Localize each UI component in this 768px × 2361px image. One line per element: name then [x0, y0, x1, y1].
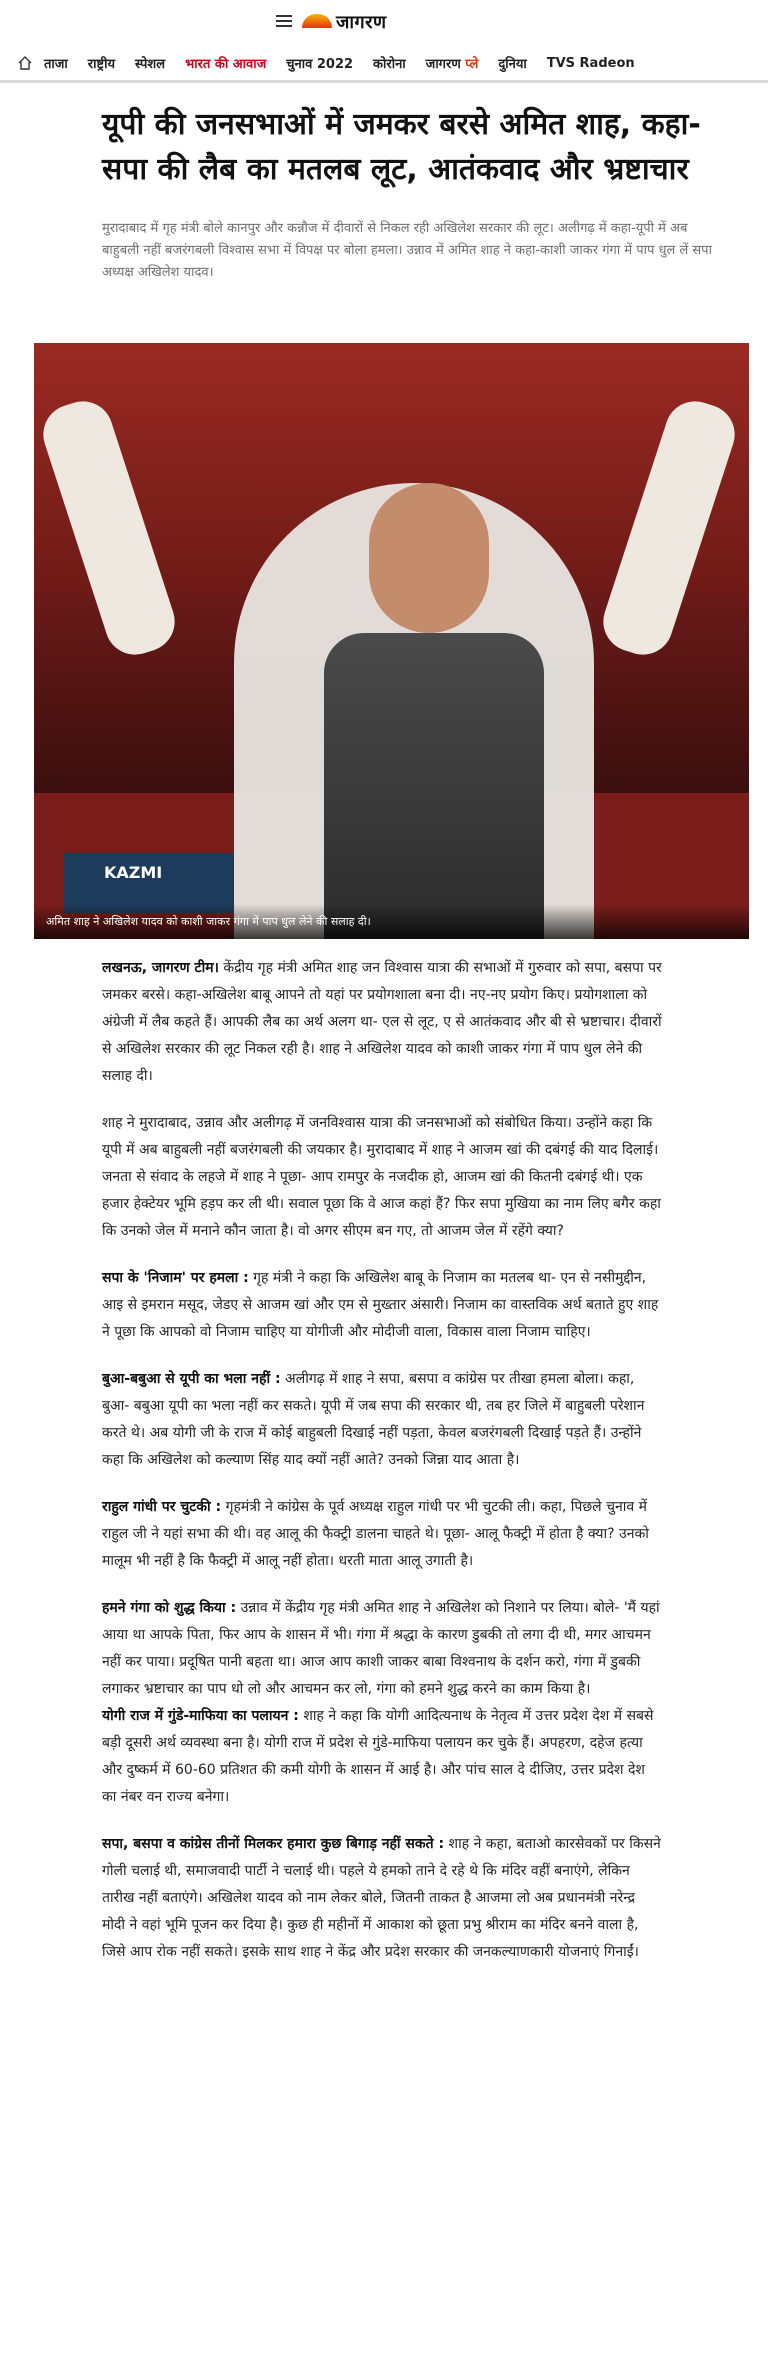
nav-item-chunav[interactable]: चुनाव 2022	[286, 57, 354, 72]
paragraph-lead: सपा के 'निजाम' पर हमला :	[102, 1270, 249, 1286]
stage-banner-text: KAZMI	[104, 863, 163, 882]
speaker-face	[369, 483, 489, 633]
paragraph-text: अलीगढ़ में शाह ने सपा, बसपा व कांग्रेस पर तीखा हमला बोला। कहा, बुआ- बबुआ यूपी का भला नहीं कर सकते। यूपी में जब सपा की सरकार थी, तब हर जिले में बाहुबली परेशान करते थे। अब योगी जी के राज में कोई बाहुबली दिखाई नहीं पड़ता, केवल बजरंगबली दिखाई पड़ते हैं। उन्होंने कहा कि अखिलेश को कल्याण सिंह याद क्यों नहीं आते? उनको जिन्ना याद आता है।	[102, 1371, 645, 1468]
paragraph-lead: बुआ-बबुआ से यूपी का भला नहीं :	[102, 1371, 281, 1387]
nav-item-jagran-play-label: जागरण	[425, 57, 461, 72]
paragraph	[102, 1831, 662, 1966]
nav-item-special[interactable]: स्पेशल	[134, 57, 166, 72]
paragraph-text: उन्नाव में केंद्रीय गृह मंत्री अमित शाह ने अखिलेश को निशाने पर लिया। बोले- 'मैं यहां आया था आपके पिता, फिर आप के शासन में भी। गंगा में श्रद्धा के कारण डुबकी तो लगा दी थी, मगर आचमन नहीं कर पाया। प्रदूषित पानी बहता था। आज आप काशी जाकर बाबा विश्वनाथ के दर्शन करो, गंगा में डुबकी लगाकर भ्रष्टाचार का पाप धो लो और आचमन कर लो, गंगा को हमने शुद्ध करने का काम किया है।	[102, 1600, 660, 1697]
article-body	[102, 955, 662, 1986]
paragraph-text: शाह ने कहा कि योगी आदित्यनाथ के नेतृत्व में उत्तर प्रदेश देश में सबसे बड़ी दूसरी अर्थ व्यवस्था बना है। योगी राज में प्रदेश से गुंडे-माफिया पलायन कर चुके हैं। अपहरण, दहेज हत्या और दुष्कर्म में 60-60 प्रतिशत की कमी योगी के शासन में आई है। और पांच साल दे दीजिए, उत्तर प्रदेश देश का नंबर वन राज्य बनेगा।	[102, 1708, 654, 1805]
paragraph-lead: हमने गंगा को शुद्ध किया :	[102, 1600, 237, 1616]
menu-icon[interactable]	[276, 15, 292, 27]
logo-text: जागरण	[336, 12, 387, 33]
article-hero-image	[34, 343, 749, 939]
home-icon[interactable]	[18, 56, 32, 70]
nav-item-bharat-ki-awaz[interactable]: भारत की आवाज	[185, 57, 267, 72]
paragraph-text: शाह ने कहा, बताओ कारसेवकों पर किसने गोली चलाई थी, समाजवादी पार्टी ने चलाई थी। पहले ये हमको ताने दे रहे थे कि मंदिर वहीं बनाएंगे, लेकिन तारीख नहीं बताएंगे। अखिलेश यादव को नाम लेकर बोले, जितनी ताकत है आजमा लो अब प्रधानमंत्री नरेन्द्र मोदी ने वहां भूमि पूजन कर दिया है। कुछ ही महीनों में आकाश को छूता प्रभु श्रीराम का मंदिर बनने वाला है, जिसे आप रोक नहीं सकते। इसके साथ शाह ने केंद्र और प्रदेश सरकार की जनकल्याणकारी योजनाएं गिनाईं।	[102, 1836, 661, 1960]
nav-item-jagran-play-suffix: प्ले	[465, 57, 479, 72]
nav-item-taja[interactable]: ताजा	[44, 57, 68, 72]
image-caption: अमित शाह ने अखिलेश यादव को काशी जाकर गंगा में पाप धुल लेने की सलाह दी।	[34, 904, 749, 939]
paragraph	[102, 1366, 662, 1474]
paragraph-lead: योगी राज में गुंडे-माफिया का पलायन :	[102, 1708, 299, 1724]
nav-item-corona[interactable]: कोरोना	[373, 57, 406, 72]
category-nav	[0, 46, 768, 83]
paragraph-text: गृह मंत्री ने कहा कि अखिलेश बाबू के निजाम का मतलब था- एन से नसीमुद्दीन, आइ से इमरान मसूद, जेडए से आजम खां और एम से मुख्तार अंसारी। निजाम का वास्तविक अर्थ बताते हुए शाह ने पूछा कि आपको वो निजाम चाहिए या योगीजी और मोदीजी वाला, विकास वाला निजाम चाहिए।	[102, 1270, 659, 1340]
nav-item-rashtriya[interactable]: राष्ट्रीय	[87, 57, 115, 72]
paragraph-text: केंद्रीय गृह मंत्री अमित शाह जन विश्वास यात्रा की सभाओं में गुरुवार को सपा, बसपा पर जमकर बरसे। कहा-अखिलेश बाबू आपने तो यहां पर प्रयोगशाला बना दी। नए-नए प्रयोग किए। प्रयोगशाला को अंग्रेजी में लैब कहते हैं। आपकी लैब का अर्थ अलग था- एल से लूट, ए से आतंकवाद और बी से भ्रष्टाचार। दीवारों से अखिलेश सरकार की लूट निकल रही है। शाह ने अखिलेश यादव को काशी जाकर गंगा में पाप धुल लेने की सलाह दी।	[102, 960, 662, 1084]
article-header	[34, 84, 734, 284]
paragraph	[102, 1265, 662, 1346]
paragraph	[102, 955, 662, 1090]
logo-sun-icon	[302, 14, 332, 28]
nav-item-duniya[interactable]: दुनिया	[498, 57, 527, 72]
paragraph-lead: राहुल गांधी पर चुटकी :	[102, 1499, 222, 1515]
paragraph	[102, 1703, 662, 1811]
paragraph	[102, 1110, 662, 1245]
speaker-vest	[324, 633, 544, 939]
paragraph-text: गृहमंत्री ने कांग्रेस के पूर्व अध्यक्ष राहुल गांधी पर भी चुटकी ली। कहा, पिछले चुनाव में राहुल जी ने यहां सभा की थी। वह आलू की फैक्ट्री डालना चाहते थे। पूछा- आलू फैक्ट्री में होता है क्या? उनको मालूम भी नहीं है कि फैक्ट्री में आलू नहीं होता। धरती माता आलू उगाती है।	[102, 1499, 649, 1569]
nav-item-tvs-radeon[interactable]: TVS Radeon	[546, 55, 635, 71]
article-summary: मुरादाबाद में गृह मंत्री बोले कानपुर और कन्नौज में दीवारों से निकल रही अखिलेश सरकार की लूट। अलीगढ़ में कहा-यूपी में अब बाहुबली नहीं बजरंगबली विश्वास सभा में विपक्ष पर बोला हमला। उन्नाव में अमित शाह ने कहा-काशी जाकर गंगा में पाप धुल लें सपा अध्यक्ष अखिलेश यादव।	[102, 221, 712, 280]
article-title: यूपी की जनसभाओं में जमकर बरसे अमित शाह, कहा-सपा की लैब का मतलब लूट, आतंकवाद और भ्रष्टाचार	[102, 107, 701, 187]
paragraph-lead: लखनऊ, जागरण टीम।	[102, 960, 219, 976]
top-header	[0, 0, 768, 46]
site-logo[interactable]	[302, 10, 387, 34]
paragraph-text: शाह ने मुरादाबाद, उन्नाव और अलीगढ़ में जनविश्वास यात्रा की जनसभाओं को संबोधित किया। उन्होंने कहा कि यूपी में अब बाहुबली नहीं बजरंगबली की जयकार है। मुरादाबाद में शाह ने आजम खां की दबंगई की याद दिलाई। जनता से संवाद के लहजे में शाह ने पूछा- आप रामपुर के नजदीक हो, आजम खां की कितनी दबंगई थी। एक हजार हेक्टेयर भूमि हड़प कर ली थी। सवाल पूछा कि वे आज कहां हैं? फिर सपा मुखिया का नाम लिए बगैर कहा कि उनको जेल में मनाने कौन जाता है। वो अगर सीएम बन गए, तो आजम जेल में रहेंगे क्या?	[102, 1115, 661, 1239]
nav-item-jagran-play[interactable]	[426, 54, 479, 72]
paragraph-lead: सपा, बसपा व कांग्रेस तीनों मिलकर हमारा कुछ बिगाड़ नहीं सकते :	[102, 1836, 445, 1852]
paragraph	[102, 1494, 662, 1575]
paragraph	[102, 1595, 662, 1703]
